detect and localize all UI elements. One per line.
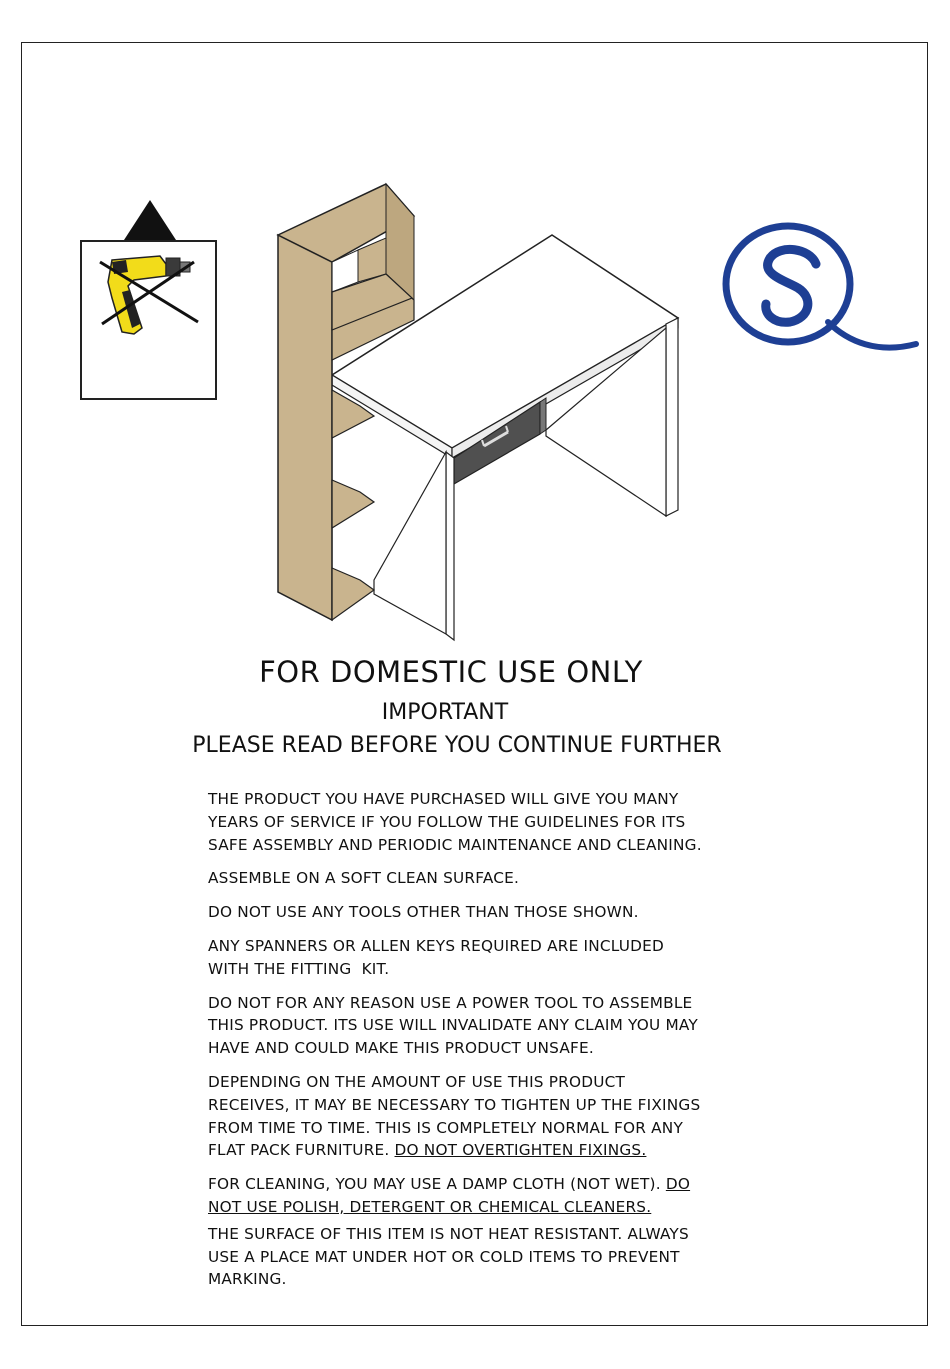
sq-logo-icon — [718, 218, 922, 358]
paragraph-spanners: ANY SPANNERS OR ALLEN KEYS REQUIRED ARE INCLUDED WITH THE FITTING KIT. — [208, 936, 664, 978]
paragraph-service: THE PRODUCT YOU HAVE PURCHASED WILL GIVE YOU MANY YEARS OF SERVICE IF YOU FOLLOW THE GUIDELINES FOR ITS SAFE ASSEMBLY AND PERIODIC MAINTENANCE AND CLEANING. — [208, 790, 702, 854]
paragraph-fixings: DEPENDING ON THE AMOUNT OF USE THIS PRODUCT RECEIVES, IT MAY BE NECESSARY TO TIGHTEN UP THE FIXINGS FROM TIME TO TIME. THIS IS COMPLETELY NORMAL FOR ANY FLAT PACK FURNITURE. DO NOT OVERTIGHTEN FIXINGS. — [208, 1072, 701, 1160]
paragraph-power-tool: DO NOT FOR ANY REASON USE A POWER TOOL TO ASSEMBLE THIS PRODUCT. ITS USE WILL INVALIDATE ANY CLAIM YOU MAY HAVE AND COULD MAKE THIS PRODUCT UNSAFE. — [208, 993, 698, 1058]
no-power-tool-icon — [82, 242, 215, 398]
domestic-use-heading: FOR DOMESTIC USE ONLY — [259, 655, 643, 689]
instructions-body — [208, 788, 768, 1302]
warning-triangle-icon — [122, 198, 178, 242]
paragraph-heat: THE SURFACE OF THIS ITEM IS NOT HEAT RESISTANT. ALWAYS USE A PLACE MAT UNDER HOT OR COLD ITEMS TO PREVENT MARKING. — [208, 1224, 689, 1289]
paragraph-tools: DO NOT USE ANY TOOLS OTHER THAN THOSE SHOWN. — [208, 903, 639, 922]
read-before-heading: PLEASE READ BEFORE YOU CONTINUE FURTHER — [192, 733, 722, 758]
paragraph-surface: ASSEMBLE ON A SOFT CLEAN SURFACE. — [208, 869, 520, 888]
desk-illustration — [270, 180, 690, 650]
paragraph-cleaning: FOR CLEANING, YOU MAY USE A DAMP CLOTH (NOT WET). DO NOT USE POLISH, DETERGENT OR CHEMICAL CLEANERS. — [208, 1175, 691, 1216]
no-power-tool-warning — [80, 240, 217, 400]
important-heading: IMPORTANT — [381, 700, 509, 725]
